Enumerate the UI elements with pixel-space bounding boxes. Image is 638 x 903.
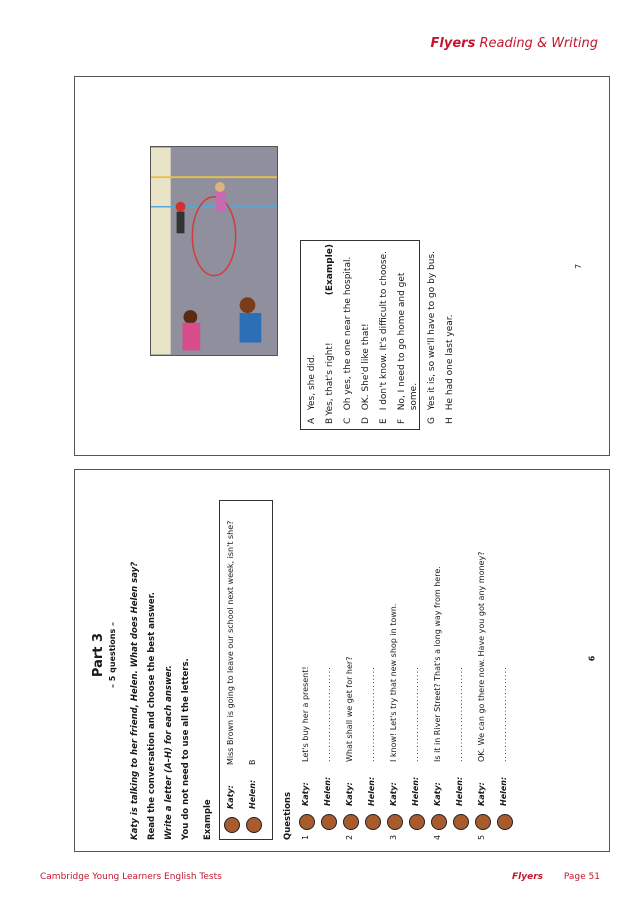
question-2-helen: Helen: ........................... xyxy=(365,470,381,840)
option-d: D OK. She'd like that! xyxy=(361,323,371,424)
answer-blank-1[interactable]: ........................... xyxy=(323,666,332,762)
question-5-katy: 5 Katy: OK. We can go there now. Have you got any money? xyxy=(475,470,491,840)
option-f: F No, I need to go home and get some. xyxy=(397,272,419,424)
question-5-helen: Helen: ........................... xyxy=(497,470,513,840)
answer-blank-3[interactable]: ........................... xyxy=(411,666,420,762)
option-c: C Oh yes, the one near the hospital. xyxy=(343,256,353,424)
header xyxy=(431,36,598,51)
katy-face-icon xyxy=(431,814,447,830)
instruction-1: Read the conversation and choose the best answer. xyxy=(147,592,157,840)
helen-face-icon xyxy=(409,814,425,830)
footer-right xyxy=(512,872,600,882)
header-section: Reading & Writing xyxy=(479,36,598,51)
example-box xyxy=(219,500,273,840)
answer-blank-5[interactable]: ........................... xyxy=(499,666,508,762)
example-line-helen: Helen: B xyxy=(246,507,262,833)
bottom-page-number: 6 xyxy=(587,655,597,662)
footer-publisher: Cambridge Young Learners English Tests xyxy=(40,872,222,882)
helen-face-icon xyxy=(246,817,262,833)
katy-face-icon xyxy=(299,814,315,830)
instruction-2: Write a letter (A–H) for each answer. xyxy=(164,665,174,840)
part3-content xyxy=(92,470,612,840)
part-subtitle: – 5 questions – xyxy=(108,621,117,689)
footer-page-number: Page 51 xyxy=(563,872,600,882)
katy-face-icon xyxy=(224,817,240,833)
answer-blank-4[interactable]: ........................... xyxy=(455,666,464,762)
question-3-katy: 3 Katy: I know! Let's try that new shop in town. xyxy=(387,470,403,840)
part-title: Part 3 xyxy=(91,632,106,678)
helen-face-icon xyxy=(453,814,469,830)
playground-illustration xyxy=(150,146,278,356)
top-page-number: 7 xyxy=(574,263,584,270)
option-g: G Yes it is, so we'll have to go by bus. xyxy=(427,251,437,424)
katy-face-icon xyxy=(475,814,491,830)
answer-options xyxy=(300,130,600,430)
footer-brand: Flyers xyxy=(512,872,544,882)
question-1-katy: 1 Katy: Let's buy her a present! xyxy=(299,470,315,840)
question-2-katy: 2 Katy: What shall we get for her? xyxy=(343,470,359,840)
example-line-katy: Katy: Miss Brown is going to leave our school next week, isn't she? xyxy=(224,507,240,833)
helen-face-icon xyxy=(321,814,337,830)
example-answer: B xyxy=(248,759,257,765)
header-brand: Flyers xyxy=(430,36,476,51)
option-e: E I don't know. It's difficult to choose. xyxy=(379,251,389,424)
instruction-3: You do not need to use all the letters. xyxy=(181,658,191,840)
intro-text: Katy is talking to her friend, Helen. What does Helen say? xyxy=(130,561,140,840)
question-3-helen: Helen: ........................... xyxy=(409,470,425,840)
option-b: B Yes, that's right! (Example) xyxy=(325,244,335,424)
question-1-helen: Helen: ........................... xyxy=(321,470,337,840)
example-label: Example xyxy=(203,799,213,840)
option-a: A Yes, she did. xyxy=(307,354,317,424)
helen-face-icon xyxy=(497,814,513,830)
questions-label: Questions xyxy=(283,791,293,840)
option-h: H He had one last year. xyxy=(445,314,455,424)
helen-face-icon xyxy=(365,814,381,830)
katy-face-icon xyxy=(343,814,359,830)
illustration-drawing xyxy=(151,147,277,355)
katy-face-icon xyxy=(387,814,403,830)
question-4-helen: Helen: ........................... xyxy=(453,470,469,840)
answer-blank-2[interactable]: ........................... xyxy=(367,666,376,762)
question-4-katy: 4 Katy: Is it in River Street? That's a long way from here. xyxy=(431,470,447,840)
